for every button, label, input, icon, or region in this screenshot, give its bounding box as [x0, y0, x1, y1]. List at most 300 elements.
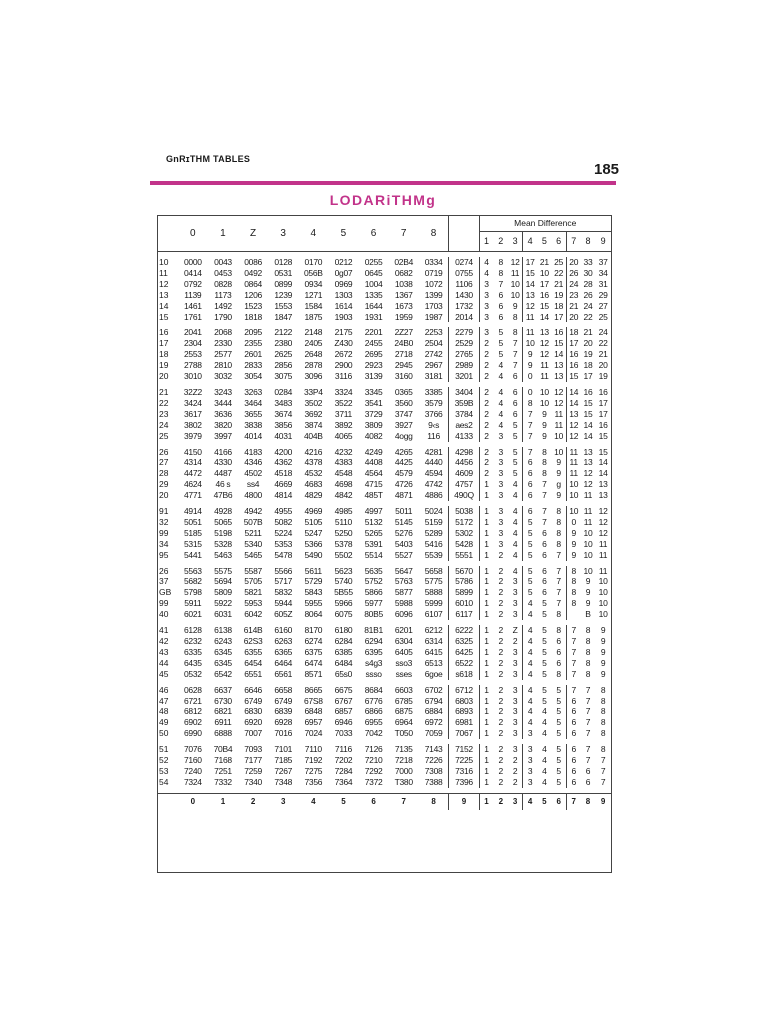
mean-difference-value: 18	[583, 360, 593, 371]
log-value: 5366	[304, 538, 323, 549]
log-value: 4362	[274, 457, 293, 468]
mean-difference-value: 10	[523, 338, 538, 349]
mean-difference-value: 4	[512, 516, 518, 527]
log-value: 2Z27	[394, 327, 413, 338]
mean-difference-value: 8	[585, 657, 591, 668]
log-value: 7033	[334, 728, 353, 739]
log-value: 2625	[274, 349, 293, 360]
mean-difference-value: 10	[539, 386, 549, 397]
log-value: 5866	[364, 587, 383, 598]
log-value: 7210	[364, 755, 383, 766]
log-value: 5185	[183, 527, 202, 538]
table-footer	[157, 793, 611, 810]
log-value: 4ogg	[394, 430, 413, 441]
log-value: 3263	[244, 386, 262, 397]
mean-difference-value: 3	[523, 755, 538, 766]
mean-difference-value: 5	[498, 349, 504, 360]
log-value: 3729	[364, 408, 383, 419]
mean-difference-value: 1	[479, 479, 494, 490]
mean-difference-value: 4	[498, 371, 504, 382]
mean-difference-value: 8	[585, 625, 591, 636]
row-number: 23	[159, 408, 169, 419]
log-value: 5428	[449, 539, 479, 550]
log-value: 6964	[394, 717, 413, 728]
mean-difference-value: 2	[479, 468, 494, 479]
log-value: 6920	[244, 717, 262, 728]
mean-difference-value: 11	[540, 360, 549, 371]
log-value: 1367	[394, 289, 413, 300]
table-row	[157, 517, 611, 528]
mean-difference-value: 3	[512, 744, 518, 755]
log-value: 2041	[183, 327, 202, 338]
row-number: 40	[159, 609, 169, 620]
log-value: 5566	[274, 565, 293, 576]
mean-difference-value: 0	[566, 517, 581, 528]
log-value: 6946	[334, 717, 353, 728]
log-value: 1523	[244, 300, 262, 311]
table-row	[157, 506, 611, 517]
log-value: 7251	[214, 765, 232, 776]
log-value: 2380	[274, 338, 293, 349]
table-row	[157, 327, 611, 338]
log-value: 7126	[364, 744, 383, 755]
log-value: 1553	[274, 300, 293, 311]
mean-difference-value: 5	[556, 728, 561, 739]
mean-difference-value: 3	[512, 609, 518, 620]
log-value: 2945	[394, 360, 413, 371]
log-value: 6603	[394, 684, 413, 695]
log-value: 0453	[214, 267, 232, 278]
log-value: 2529	[449, 338, 479, 349]
mean-difference-value: 6	[498, 311, 504, 322]
footer-column-label: 2	[238, 793, 268, 810]
mean-difference-value: 4	[542, 755, 547, 766]
mean-difference-value: 2	[498, 706, 504, 717]
log-value: 46 s	[215, 479, 231, 490]
mean-difference-value: 14	[566, 387, 581, 398]
log-value: 5740	[334, 576, 353, 587]
log-value: 3116	[334, 371, 352, 382]
log-value: 5911	[184, 598, 202, 609]
row-number: 20	[159, 490, 169, 501]
mean-difference-value: 5	[523, 517, 538, 528]
log-value: 5403	[394, 538, 413, 549]
mean-difference-value: B	[585, 609, 591, 620]
table-row	[157, 717, 611, 728]
mean-difference-value: 19	[598, 371, 608, 382]
log-value: 5798	[183, 587, 202, 598]
mean-difference-value: 9	[600, 646, 606, 657]
log-value: 4440	[424, 457, 443, 468]
mean-difference-value: 11	[598, 565, 608, 576]
mean-difference-value: 3	[498, 446, 504, 457]
log-value: 4200	[274, 446, 293, 457]
mean-difference-value: 4	[542, 728, 547, 739]
mean-difference-value: 2	[498, 776, 504, 787]
log-value: 5416	[424, 538, 443, 549]
mean-difference-value: 30	[583, 267, 593, 278]
mean-difference-value: 12	[539, 349, 549, 360]
log-value: 3874	[304, 419, 323, 430]
log-value: 6314	[424, 636, 443, 646]
mean-difference-value: 5	[523, 576, 538, 587]
log-value: 6821	[214, 706, 232, 717]
mean-difference-value: 14	[598, 457, 608, 468]
table-body	[157, 252, 611, 794]
mean-difference-value: 7	[556, 587, 561, 598]
mean-difference-value: 2	[479, 431, 494, 442]
log-value: 4183	[244, 446, 262, 457]
mean-difference-value: 3	[498, 468, 504, 479]
mean-difference-value: 9	[566, 528, 581, 539]
logarithm-table	[157, 215, 611, 810]
mean-difference-value: 5	[542, 636, 547, 646]
mean-difference-value: 2	[479, 371, 494, 382]
table-row	[157, 360, 611, 371]
log-value: 6385	[334, 646, 353, 657]
table-row	[157, 669, 611, 680]
mean-difference-value: 13	[539, 327, 549, 338]
mean-difference-value: 7	[585, 706, 591, 717]
log-value: 3010	[183, 371, 202, 382]
mean-difference-value: 24	[566, 279, 581, 290]
log-value: 3243	[214, 386, 232, 397]
row-number: 99	[159, 527, 169, 538]
mean-difference-value: 12	[566, 420, 581, 431]
mean-difference-value: 3	[498, 516, 504, 527]
log-value: 2355	[244, 338, 262, 349]
mean-difference-value: 7	[556, 598, 561, 609]
footer-mean-difference-label: 6	[552, 793, 567, 810]
mean-difference-value: 24	[598, 327, 608, 338]
mean-difference-value: 6	[512, 397, 518, 408]
mean-difference-value: 7	[542, 490, 547, 501]
mean-difference-value: 4	[542, 706, 547, 717]
log-value: 7110	[304, 744, 322, 755]
mean-difference-value: 4	[498, 397, 504, 408]
log-value: 2577	[214, 349, 232, 360]
log-value: 4330	[214, 457, 232, 468]
log-value: 6884	[424, 706, 443, 717]
mean-difference-value: 11	[554, 408, 563, 419]
log-value: 4082	[364, 430, 383, 441]
column-header: 4	[298, 215, 328, 252]
mean-difference-value: 25	[598, 311, 608, 322]
log-value: 7042	[364, 728, 383, 739]
log-value: 4829	[304, 490, 323, 501]
mean-difference-value: 4	[523, 647, 538, 658]
row-number: 24	[159, 419, 169, 430]
mean-difference-value: 8	[566, 576, 581, 587]
mean-difference-value: 9	[585, 576, 591, 587]
log-value: 7240	[183, 765, 202, 776]
log-value: 4594	[424, 468, 443, 479]
log-value: 614B	[243, 625, 263, 636]
mean-difference-value: 3	[523, 777, 538, 788]
mean-difference-value: 2	[512, 765, 518, 776]
mean-difference-value: 19	[554, 289, 564, 300]
mean-difference-value: 17	[598, 408, 608, 419]
log-value: 2833	[244, 360, 262, 371]
log-value: 5670	[449, 566, 479, 577]
log-value: 4579	[394, 468, 413, 479]
mean-difference-value: 1	[479, 587, 494, 598]
mean-difference-value: 12	[566, 431, 581, 442]
mean-difference-value: 7	[585, 695, 591, 706]
mean-difference-value: 6	[585, 765, 591, 776]
mean-difference-value: 8	[542, 457, 547, 468]
log-value: 5463	[214, 549, 232, 560]
mean-difference-value: 5	[542, 684, 547, 695]
log-value: 1584	[304, 300, 323, 311]
mean-difference-value: 1	[479, 636, 494, 647]
log-value: 6658	[274, 684, 293, 695]
log-value: 0899	[274, 278, 293, 289]
log-value: 5378	[334, 538, 353, 549]
mean-difference-value: 6	[523, 468, 538, 479]
row-number: 50	[159, 728, 169, 739]
log-value: 6888	[214, 728, 232, 739]
log-value: 7101	[274, 744, 293, 755]
mean-difference-value: 6	[512, 386, 518, 397]
mean-difference-value: 7	[512, 338, 518, 349]
log-value: 1903	[334, 311, 353, 322]
log-value: 6542	[214, 668, 232, 679]
row-number: 18	[159, 349, 169, 360]
mean-difference-value: 7	[566, 647, 581, 658]
mean-difference-value: 10	[539, 397, 549, 408]
log-value: 67S8	[304, 695, 323, 706]
table-row	[157, 636, 611, 647]
mean-difference-value: 1	[479, 490, 494, 501]
mean-difference-value: 5	[542, 657, 547, 668]
mean-difference-value: Z	[512, 625, 518, 636]
mean-difference-value: 1	[479, 696, 494, 707]
mean-difference-value: 7	[585, 744, 591, 755]
mean-difference-value: 5	[556, 765, 561, 776]
log-value: 3075	[274, 371, 293, 382]
log-value: 3997	[214, 430, 232, 441]
mean-difference-value: 2	[498, 695, 504, 706]
log-value: 0284	[274, 386, 293, 397]
log-value: 7024	[304, 728, 323, 739]
mean-difference-column-header: 4	[523, 231, 538, 251]
mean-difference-value	[566, 609, 581, 620]
log-value: 6435	[183, 657, 202, 668]
mean-difference-value: 2	[479, 398, 494, 409]
log-value: 5775	[424, 576, 443, 587]
mean-difference-value: 5	[556, 744, 561, 755]
log-value: 6096	[394, 609, 413, 620]
mean-difference-value: 12	[554, 397, 564, 408]
mean-difference-value: 2	[498, 657, 504, 668]
log-value: 7185	[274, 755, 293, 766]
table-header	[157, 215, 611, 252]
mean-difference-value: 5	[512, 468, 518, 479]
log-value: 4518	[274, 468, 293, 479]
log-value: 6128	[183, 625, 202, 636]
mean-difference-value: 5	[556, 717, 561, 728]
mean-difference-value: 5	[542, 598, 547, 609]
footer-column-label: 0	[178, 793, 208, 810]
row-number: 26	[159, 565, 169, 576]
log-value: 0000	[183, 257, 202, 267]
mean-difference-value: 4	[523, 717, 538, 728]
log-value: 6355	[244, 646, 262, 657]
mean-difference-value: 10	[598, 576, 608, 587]
row-number: 32	[159, 516, 169, 527]
log-value: 4298	[449, 447, 479, 458]
footer-column-label: 9	[449, 793, 479, 810]
log-value: 490Q	[449, 490, 479, 501]
mean-difference-value: 6	[512, 408, 518, 419]
mean-difference-value: 1	[479, 609, 494, 620]
mean-difference-value: 7	[523, 447, 538, 458]
mean-difference-value: 20	[566, 257, 581, 268]
log-value: s4g3	[364, 657, 383, 668]
mean-difference-value: 23	[566, 290, 581, 301]
log-value: 1399	[424, 289, 443, 300]
log-value: 6839	[274, 706, 293, 717]
log-value: 6425	[449, 647, 479, 658]
footer-mean-difference-label: 3	[508, 793, 523, 810]
mean-difference-value: 14	[583, 419, 593, 430]
mean-difference-value: 4	[523, 636, 538, 647]
mean-difference-value: 1	[479, 539, 494, 550]
mean-difference-value: 5	[542, 695, 547, 706]
mean-difference-value: 3	[512, 668, 518, 679]
mean-difference-value: 8	[585, 636, 591, 646]
log-value: 7308	[424, 765, 443, 776]
mean-difference-value: 25	[554, 257, 564, 267]
log-value: 4842	[334, 490, 353, 501]
mean-difference-value: 1	[479, 669, 494, 680]
mean-difference-value: 4	[512, 506, 518, 517]
log-value: 2279	[449, 327, 479, 338]
table-row	[157, 566, 611, 577]
footer-column-label: 8	[419, 793, 449, 810]
mean-difference-value: 1	[479, 625, 494, 636]
log-value: 5172	[449, 517, 479, 528]
mean-difference-value: 6	[542, 527, 547, 538]
log-value: 5247	[304, 527, 323, 538]
footer-mean-difference-label: 7	[566, 793, 581, 810]
log-value: 5502	[334, 549, 353, 560]
mean-difference-value: 11	[583, 516, 593, 527]
log-value: 6goe	[424, 668, 443, 679]
column-header: 5	[328, 215, 358, 252]
log-value: 5011	[395, 506, 413, 517]
log-value: 4031	[274, 430, 293, 441]
log-value: 02B4	[394, 257, 414, 267]
table-row	[157, 349, 611, 360]
mean-difference-value: 8	[556, 625, 561, 636]
mean-difference-value: 2	[498, 684, 504, 695]
log-value: 6138	[214, 625, 232, 636]
log-value: 2878	[304, 360, 323, 371]
mean-difference-value: 29	[598, 289, 608, 300]
log-value: 5922	[214, 598, 232, 609]
mean-difference-value: 8	[556, 609, 561, 620]
log-value: 80B5	[364, 609, 383, 620]
log-value: 7396	[449, 777, 479, 788]
mean-difference-value: 5	[512, 419, 518, 430]
row-number: 27	[159, 457, 169, 468]
mean-difference-value: 4	[498, 419, 504, 430]
mean-difference-value: 4	[512, 549, 518, 560]
mean-difference-value: 12	[583, 468, 593, 479]
mean-difference-value: 7	[585, 728, 591, 739]
mean-difference-column-header: 2	[494, 231, 509, 251]
mean-difference-value: 10	[554, 430, 564, 441]
log-value: 6021	[183, 609, 202, 620]
mean-difference-value: 0	[523, 387, 538, 398]
mean-difference-value: 2	[498, 587, 504, 598]
log-value: 6474	[304, 657, 323, 668]
mean-difference-value: 14	[539, 311, 549, 322]
mean-difference-value: 7	[556, 549, 561, 560]
mean-difference-value: 5	[512, 446, 518, 457]
log-value: 33P4	[304, 386, 323, 397]
mean-difference-value: 9	[585, 598, 591, 609]
log-value: 4871	[394, 490, 413, 501]
row-number: 41	[159, 625, 169, 636]
log-value: 5623	[334, 565, 353, 576]
table-row	[157, 479, 611, 490]
log-value: 5539	[424, 549, 443, 560]
log-value: 6395	[364, 646, 383, 657]
mean-difference-value: 7	[512, 360, 518, 371]
mean-difference-value: 9	[542, 408, 547, 419]
mean-difference-column-header: 8	[581, 231, 596, 251]
log-value: 4166	[214, 446, 232, 457]
mean-difference-value: 12	[598, 506, 608, 517]
log-value: 6522	[449, 658, 479, 669]
log-value: 0492	[244, 267, 262, 278]
row-number: 49	[159, 717, 169, 728]
column-header: 3	[268, 215, 298, 252]
mean-difference-value: 7	[600, 755, 606, 766]
log-value: 3766	[424, 408, 443, 419]
mean-difference-value: 5	[542, 668, 547, 679]
log-value: 2553	[183, 349, 202, 360]
mean-difference-value: 11	[523, 327, 538, 338]
mean-difference-value: 2	[498, 668, 504, 679]
mean-difference-value: 7	[556, 576, 561, 587]
row-number: 15	[159, 311, 169, 322]
log-value: 5514	[364, 549, 383, 560]
mean-difference-value: 4	[523, 669, 538, 680]
log-value: 7292	[364, 765, 383, 776]
log-value: 5224	[274, 527, 293, 538]
mean-difference-title: Mean Difference	[479, 215, 611, 231]
log-value: 0g07	[334, 267, 353, 278]
log-value: 5024	[424, 506, 443, 517]
mean-difference-value: 1	[479, 647, 494, 658]
log-value: 6776	[364, 695, 383, 706]
log-value: 4232	[334, 446, 353, 457]
log-value: 1038	[394, 278, 413, 289]
log-value: 3201	[449, 371, 479, 382]
mean-difference-value: 1	[479, 550, 494, 561]
mean-difference-column-header: 9	[595, 231, 611, 251]
mean-difference-value: 3	[512, 657, 518, 668]
log-value: 2601	[244, 349, 262, 360]
mean-difference-value: 3	[479, 301, 494, 312]
mean-difference-value: 16	[598, 386, 608, 397]
mean-difference-value: 12	[539, 338, 549, 349]
log-value: 9‹s	[428, 419, 440, 430]
